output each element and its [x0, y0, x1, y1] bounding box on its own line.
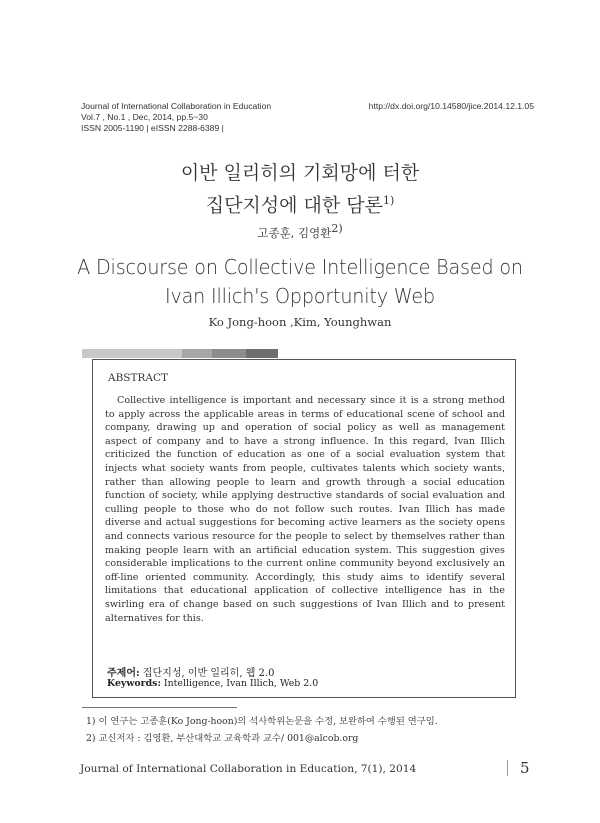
korean-authors: 고종훈, 김영환$^{2)}$ — [257, 222, 343, 240]
english-authors: Ko Jong-hoon ,Kim, Younghwan — [208, 315, 392, 329]
korean-title-line1: 이반 일리히의 기회망에 터한 — [180, 162, 420, 184]
decor-bar-segment — [212, 349, 246, 358]
issn-info: ISSN 2005-1190 | eISSN 2288-6389 | — [81, 123, 224, 133]
english-keywords — [107, 678, 318, 689]
volume-info: Vol.7 , No.1 , Dec, 2014, pp.5~30 — [81, 112, 208, 122]
decor-bar-segment — [246, 349, 278, 358]
korean-title-line2: 집단지성에 대한 담론$^{1)}$ — [205, 194, 395, 217]
page-number: 5 — [520, 759, 530, 777]
footer-divider — [507, 760, 508, 776]
footnote-1: 1) 이 연구는 고종훈(Ko Jong-hoon)의 석사학위논문을 수정, 보완하여 수행된 연구임. — [86, 716, 438, 727]
english-title-line2: Ivan Illich's Opportunity Web — [165, 284, 435, 308]
decor-bar-segment — [182, 349, 212, 358]
abstract-heading: ABSTRACT — [108, 372, 169, 384]
korean-keywords-value: 집단지성, 이반 일리히, 웹 2.0 — [142, 668, 275, 679]
abstract-body: Collective intelligence is important and necessary since it is a strong method to apply across the applicable areas in terms of educational scene of school and company, drawing up and operation of social policy as well as management aspect of company and to have a strong influence. In this regard, Ivan Illich criticized the function of education as one of a social evaluation system that injects what society wants from people, cultivates talents which society wants, rather than allowing people to learn and growth through a social education function of society, while applying destructive standards of social evaluation and culling people to those who do not follow such routes. Ivan Illich has made diverse and actual suggestions for becoming active learners as the society opens and connects various resource for the people to select by themselves rather than making people learn with an artificial education system. This suggestion gives considerable implications to the current online community beyond exclusively an off-line oriented community. Accordingly, this study aims to identify several limitations that educational application of collective intelligence has in the swirling era of change based on such suggestions of Ivan Illich and to present alternatives for this. — [105, 395, 505, 624]
abstract-box — [92, 359, 516, 698]
footnote-mark-1[interactable]: 1) — [382, 194, 395, 207]
footnote-divider — [82, 707, 237, 708]
korean-keywords — [107, 664, 274, 679]
keywords-label: Keywords: — [107, 678, 161, 689]
english-title — [21, 253, 579, 311]
journal-header — [81, 101, 271, 134]
english-title-line1: A Discourse on Collective Intelligence Based on — [77, 255, 523, 279]
decor-bar-segment — [82, 349, 182, 358]
journal-name: Journal of International Collaboration in Education — [81, 101, 272, 111]
footnote-mark-2[interactable]: 2) — [331, 222, 343, 235]
keywords-value: Intelligence, Ivan Illich, Web 2.0 — [163, 678, 319, 689]
korean-title — [0, 160, 600, 219]
doi-link[interactable]: http://dx.doi.org/10.14580/jice.2014.12.1.05 — [368, 101, 534, 111]
journal-footer: Journal of International Collaboration in Education, 7(1), 2014 — [80, 763, 417, 775]
footnote-2: 2) 교신저자 : 김영환, 부산대학교 교육학과 교수/ 001@alcob.org — [86, 733, 359, 744]
korean-keywords-label: 주제어: — [107, 668, 140, 679]
